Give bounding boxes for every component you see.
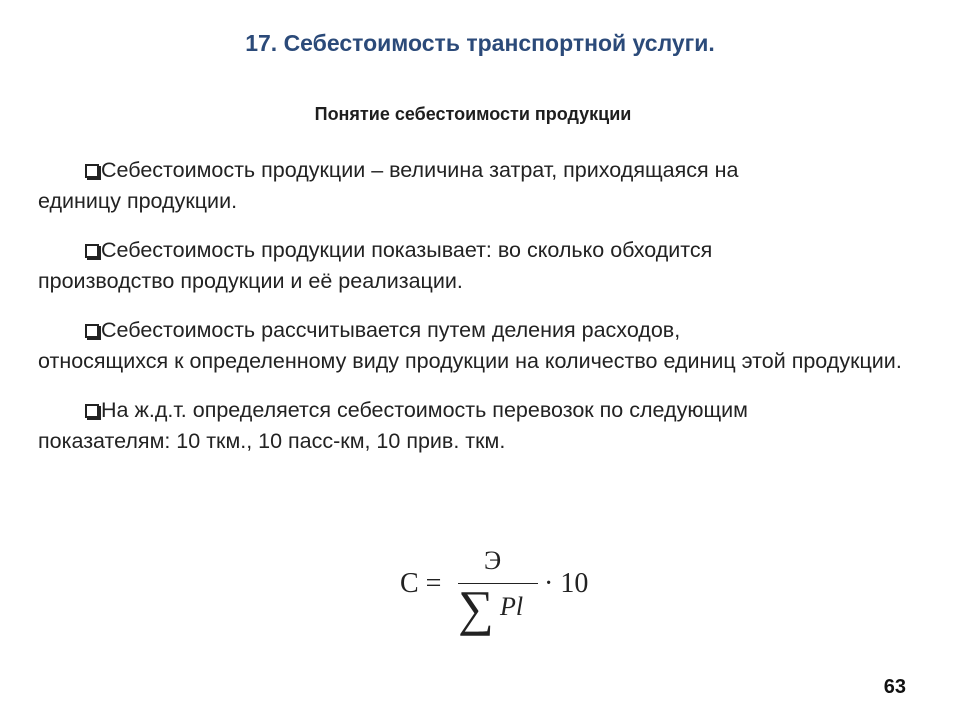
bullet-list (38, 155, 918, 475)
bullet-first-line (38, 395, 918, 426)
bullet-lead-text: На ж.д.т. определяется себестоимость перевозок по следующим (101, 398, 748, 422)
bullet-rest-text: единицу продукции. (38, 189, 238, 213)
slide-subtitle: Понятие себестоимости продукции (314, 104, 632, 124)
formula-numerator: Э (484, 546, 502, 575)
bullet-first-line (38, 235, 918, 266)
checkbox-bullet-icon (85, 404, 99, 418)
bullet-rest-text: производство продукции и её реализации. (38, 269, 463, 293)
bullet-rest-text: показателям: 10 ткм., 10 пасс-км, 10 прив. ткм. (38, 429, 506, 453)
checkbox-bullet-icon (85, 244, 99, 258)
page-number: 63 (883, 676, 906, 698)
checkbox-bullet-icon (85, 164, 99, 178)
sum-symbol: ∑ (458, 580, 494, 636)
bullet-lead-text: Себестоимость продукции показывает: во сколько обходится (101, 238, 713, 262)
checkbox-bullet-icon (85, 324, 99, 338)
bullet-first-line (38, 315, 918, 346)
bullet-item (38, 315, 918, 377)
formula-lhs: С = (400, 568, 442, 599)
formula-multiplier: · 10 (544, 568, 589, 599)
bullet-item (38, 155, 918, 217)
bullet-lead-text: Себестоимость продукции – величина затрат, приходящаяся на (101, 158, 739, 182)
cost-formula (400, 548, 610, 643)
slide-title: 17. Себестоимость транспортной услуги. (245, 30, 715, 56)
formula-denominator: Pl (500, 592, 524, 621)
bullet-item (38, 395, 918, 457)
bullet-first-line (38, 155, 918, 186)
bullet-lead-text: Себестоимость рассчитывается путем деления расходов, (101, 318, 681, 342)
bullet-item (38, 235, 918, 297)
bullet-rest-text: относящихся к определенному виду продукции на количество единиц этой продукции. (38, 349, 902, 373)
